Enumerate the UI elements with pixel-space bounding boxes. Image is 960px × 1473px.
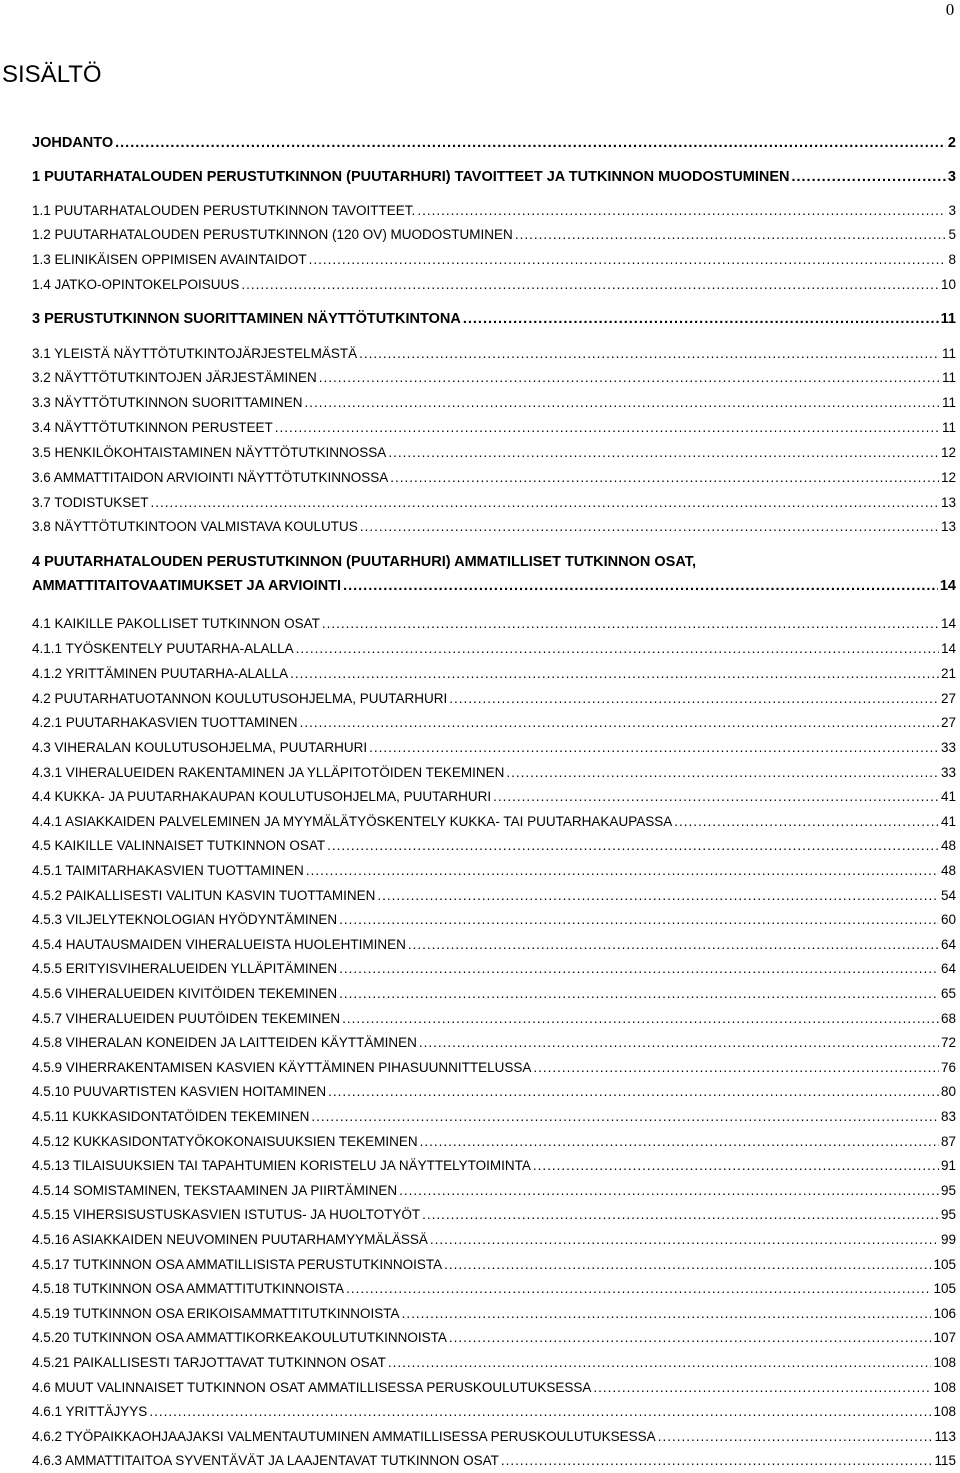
- toc-entry-label: 3.4 NÄYTTÖTUTKINNON PERUSTEET: [32, 420, 273, 435]
- toc-entry-label: 4 PUUTARHATALOUDEN PERUSTUTKINNON (PUUTARHURI) AMMATILLISET TUTKINNON OSAT,: [32, 554, 697, 570]
- toc-entry[interactable]: [0, 785, 960, 809]
- toc-entry-page: 60: [940, 912, 956, 927]
- toc-entry[interactable]: [0, 810, 960, 834]
- toc-entry-page: 14: [940, 616, 956, 631]
- toc-leader-dots: [369, 736, 939, 760]
- toc-entry[interactable]: [0, 1351, 960, 1375]
- toc-leader-dots: [501, 1449, 933, 1473]
- toc-entry-page: 72: [940, 1035, 956, 1050]
- toc-leader-dots: [328, 1080, 939, 1104]
- toc-entry-label-continued: AMMATTITAITOVAATIMUKSET JA ARVIOINTI: [32, 578, 342, 594]
- toc-entry-page: 106: [933, 1306, 956, 1321]
- toc-entry-label: 4.3 VIHERALAN KOULUTUSOHJELMA, PUUTARHURI: [32, 740, 368, 755]
- toc-entry-label: 4.5.17 TUTKINNON OSA AMMATILLISISTA PERUSTUTKINNOISTA: [32, 1257, 443, 1272]
- toc-entry-page: 14: [940, 641, 956, 656]
- toc-leader-dots: [444, 1253, 931, 1277]
- toc-entry-label: 1.2 PUUTARHATALOUDEN PERUSTUTKINNON (120 OV) MUODOSTUMINEN: [32, 227, 513, 242]
- toc-entry[interactable]: [0, 1376, 960, 1400]
- toc-entry[interactable]: [0, 441, 960, 465]
- toc-entry-label: 4.6.2 TYÖPAIKKAOHJAAJAKSI VALMENTAUTUMINEN AMMATILLISESSA PERUSKOULUTUKSESSA: [32, 1429, 656, 1444]
- toc-leader-dots: [493, 785, 939, 809]
- toc-entry[interactable]: [0, 711, 960, 735]
- toc-entry-page: 48: [940, 863, 956, 878]
- toc-entry-page: 87: [940, 1134, 956, 1149]
- toc-entry[interactable]: [0, 550, 960, 594]
- toc-entry-label: 3.1 YLEISTÄ NÄYTTÖTUTKINTOJÄRJESTELMÄSTÄ: [32, 346, 358, 361]
- toc-entry-page: 12: [940, 470, 956, 485]
- toc-entry-label: 4.1.1 TYÖSKENTELY PUUTARHA-ALALLA: [32, 641, 294, 656]
- toc-leader-dots: [241, 273, 939, 297]
- toc-entry[interactable]: [0, 1154, 960, 1178]
- toc-leader-dots: [417, 199, 946, 223]
- toc-entry-label: 3 PERUSTUTKINNON SUORITTAMINEN NÄYTTÖTUTKINTONA: [32, 311, 461, 327]
- toc-entry[interactable]: [0, 1425, 960, 1449]
- toc-leader-dots: [399, 1179, 939, 1203]
- toc-leader-dots: [420, 1130, 939, 1154]
- toc-leader-dots: [377, 884, 939, 908]
- toc-entry-label: 4.6.1 YRITTÄJYYS: [32, 1404, 148, 1419]
- toc-entry-page: 27: [940, 691, 956, 706]
- toc-leader-dots: [319, 366, 940, 390]
- toc-entry-label: 4.5.1 TAIMITARHAKASVIEN TUOTTAMINEN: [32, 863, 304, 878]
- toc-entry-page: 41: [940, 814, 956, 829]
- toc-leader-dots: [290, 662, 939, 686]
- toc-entry-page: 64: [940, 961, 956, 976]
- toc-entry-label: 4.5.18 TUTKINNON OSA AMMATTITUTKINNOISTA: [32, 1281, 345, 1296]
- toc-leader-dots: [533, 1056, 939, 1080]
- toc-entry[interactable]: [0, 1449, 960, 1473]
- toc-leader-dots: [463, 307, 939, 331]
- toc-leader-dots: [343, 574, 938, 598]
- toc-entry-page: 11: [941, 420, 956, 435]
- toc-entry-label: 4.5.19 TUTKINNON OSA ERIKOISAMMATTITUTKINNOISTA: [32, 1306, 400, 1321]
- toc-leader-dots: [151, 491, 939, 515]
- toc-leader-dots: [149, 1400, 931, 1424]
- toc-entry-page: 99: [940, 1232, 956, 1247]
- toc-entry-page: 68: [940, 1011, 956, 1026]
- toc-entry-label: 4.5.9 VIHERRAKENTAMISEN KASVIEN KÄYTTÄMINEN PIHASUUNNITTELUSSA: [32, 1060, 532, 1075]
- toc-entry-page: 113: [934, 1429, 956, 1444]
- toc-entry-label: 4.5.16 ASIAKKAIDEN NEUVOMINEN PUUTARHAMYYMÄLÄSSÄ: [32, 1232, 428, 1247]
- toc-entry[interactable]: [0, 515, 960, 539]
- toc-entry[interactable]: [0, 307, 960, 331]
- toc-entry[interactable]: [0, 248, 960, 272]
- toc-entry-page: 105: [933, 1257, 956, 1272]
- toc-leader-dots: [342, 1007, 939, 1031]
- toc-entry-page: 105: [933, 1281, 956, 1296]
- toc-leader-dots: [388, 1351, 932, 1375]
- toc-entry-page: 12: [940, 445, 956, 460]
- toc-leader-dots: [449, 687, 939, 711]
- toc-entry-label: 4.5.10 PUUVARTISTEN KASVIEN HOITAMINEN: [32, 1084, 327, 1099]
- toc-leader-dots: [390, 466, 939, 490]
- toc-entry-label: 3.6 AMMATTITAIDON ARVIOINTI NÄYTTÖTUTKINNOSSA: [32, 470, 389, 485]
- toc-entry-page: 5: [948, 227, 956, 242]
- toc-entry[interactable]: [0, 491, 960, 515]
- toc-entry-page: 10: [940, 277, 956, 292]
- toc-entry-page: 107: [933, 1330, 956, 1345]
- toc-entry-page: 11: [940, 311, 956, 327]
- toc-leader-dots: [533, 1154, 939, 1178]
- toc-entry-label: 4.6 MUUT VALINNAISET TUTKINNON OSAT AMMATILLISESSA PERUSKOULUTUKSESSA: [32, 1380, 592, 1395]
- toc-entry-page: 11: [941, 370, 956, 385]
- toc-entry-page: 115: [934, 1453, 956, 1468]
- toc-leader-dots: [339, 957, 939, 981]
- toc-entry[interactable]: [0, 834, 960, 858]
- toc-entry-page: 95: [940, 1207, 956, 1222]
- toc-entry[interactable]: [0, 1007, 960, 1031]
- toc-entry-label: 4.5.20 TUTKINNON OSA AMMATTIKORKEAKOULUTUTKINNOISTA: [32, 1330, 447, 1345]
- page-number: 0: [945, 0, 955, 19]
- toc-entry-label: 4.1.2 YRITTÄMINEN PUUTARHA-ALALLA: [32, 666, 289, 681]
- toc-entry-page: 108: [933, 1404, 956, 1419]
- toc-entry-page: 2: [947, 135, 956, 151]
- toc-entry[interactable]: [0, 273, 960, 297]
- toc-entry[interactable]: [0, 1031, 960, 1055]
- toc-entry[interactable]: [0, 1400, 960, 1424]
- toc-entry[interactable]: [0, 1179, 960, 1203]
- toc-entry-page: 21: [940, 666, 956, 681]
- toc-entry[interactable]: [0, 466, 960, 490]
- toc-entry-label: 4.2.1 PUUTARHAKASVIEN TUOTTAMINEN: [32, 715, 298, 730]
- toc-entry-label: 1.3 ELINIKÄISEN OPPIMISEN AVAINTAIDOT: [32, 252, 307, 267]
- toc-entry-label: 4.5.2 PAIKALLISESTI VALITUN KASVIN TUOTTAMINEN: [32, 888, 376, 903]
- toc-leader-dots: [419, 1031, 939, 1055]
- toc-entry-label: JOHDANTO: [32, 135, 114, 151]
- toc-entry[interactable]: [0, 884, 960, 908]
- toc-leader-dots: [408, 933, 939, 957]
- toc-leader-dots: [275, 416, 940, 440]
- toc-leader-dots: [388, 441, 939, 465]
- toc-leader-dots: [311, 1105, 939, 1129]
- toc-leader-dots: [506, 761, 939, 785]
- toc-entry[interactable]: [0, 1302, 960, 1326]
- toc-entry-label: 3.7 TODISTUKSET: [32, 495, 149, 510]
- toc-entry-label: 4.4 KUKKA- JA PUUTARHAKAUPAN KOULUTUSOHJELMA, PUUTARHURI: [32, 789, 492, 804]
- toc-entry-label: 4.5.14 SOMISTAMINEN, TEKSTAAMINEN JA PIIRTÄMINEN: [32, 1183, 398, 1198]
- toc-entry[interactable]: [0, 761, 960, 785]
- toc-entry[interactable]: [0, 1228, 960, 1252]
- toc-entry-label: 4.5.12 KUKKASIDONTATYÖKOKONAISUUKSIEN TEKEMINEN: [32, 1134, 418, 1149]
- toc-entry-page: 11: [941, 346, 956, 361]
- toc-entry-label: 1.1 PUUTARHATALOUDEN PERUSTUTKINNON TAVOITTEET.: [32, 203, 416, 218]
- toc-leader-dots: [515, 223, 947, 247]
- toc-entry-label: 1 PUUTARHATALOUDEN PERUSTUTKINNON (PUUTARHURI) TAVOITTEET JA TUTKINNON MUODOSTUMINEN: [32, 169, 790, 185]
- toc-entry[interactable]: [0, 612, 960, 636]
- toc-leader-dots: [658, 1425, 933, 1449]
- toc-leader-dots: [430, 1228, 939, 1252]
- toc-entry-page: 27: [940, 715, 956, 730]
- toc-leader-dots: [359, 342, 940, 366]
- toc-entry-page: 3: [947, 169, 956, 185]
- toc-leader-dots: [360, 515, 939, 539]
- toc-entry-page: 54: [940, 888, 956, 903]
- toc-entry-label: 4.4.1 ASIAKKAIDEN PALVELEMINEN JA MYYMÄLÄTYÖSKENTELY KUKKA- TAI PUUTARHAKAUPASSA: [32, 814, 673, 829]
- toc-entry-page: 48: [940, 838, 956, 853]
- toc-entry[interactable]: [0, 131, 960, 155]
- toc-entry-label: 3.8 NÄYTTÖTUTKINTOON VALMISTAVA KOULUTUS: [32, 519, 358, 534]
- toc-leader-dots: [422, 1203, 939, 1227]
- toc-entry-label: 4.5.7 VIHERALUEIDEN PUUTÖIDEN TEKEMINEN: [32, 1011, 341, 1026]
- toc-entry-label: 4.5.15 VIHERSISUSTUSKASVIEN ISTUTUS- JA HUOLTOTYÖT: [32, 1207, 421, 1222]
- toc-entry-label: 4.1 KAIKILLE PAKOLLISET TUTKINNON OSAT: [32, 616, 320, 631]
- toc-entry-label: 4.3.1 VIHERALUEIDEN RAKENTAMINEN JA YLLÄPITOTÖIDEN TEKEMINEN: [32, 765, 505, 780]
- toc-leader-dots: [674, 810, 939, 834]
- toc-leader-dots: [339, 982, 939, 1006]
- toc-entry[interactable]: [0, 416, 960, 440]
- toc-entry-label: 4.5.3 VILJELYTEKNOLOGIAN HYÖDYNTÄMINEN: [32, 912, 338, 927]
- toc-entry-page: 65: [940, 986, 956, 1001]
- toc-leader-dots: [115, 131, 946, 155]
- toc-entry-label: 4.5.4 HAUTAUSMAIDEN VIHERALUEISTA HUOLEHTIMINEN: [32, 937, 406, 952]
- toc-entry[interactable]: [0, 736, 960, 760]
- toc-leader-dots: [791, 165, 945, 189]
- toc-entry-page: 83: [940, 1109, 956, 1124]
- toc-entry[interactable]: [0, 687, 960, 711]
- toc-leader-dots: [306, 859, 939, 883]
- toc-entry-label: 4.5.6 VIHERALUEIDEN KIVITÖIDEN TEKEMINEN: [32, 986, 338, 1001]
- toc-leader-dots: [402, 1302, 932, 1326]
- toc-entry-page: 13: [940, 519, 956, 534]
- toc-entry-label: 3.2 NÄYTTÖTUTKINTOJEN JÄRJESTÄMINEN: [32, 370, 317, 385]
- toc-leader-dots: [339, 908, 939, 932]
- toc-entry-label: 4.5.21 PAIKALLISESTI TARJOTTAVAT TUTKINNON OSAT: [32, 1355, 386, 1370]
- toc-entry[interactable]: [0, 1080, 960, 1104]
- toc-entry-label: 3.5 HENKILÖKOHTAISTAMINEN NÄYTTÖTUTKINNOSSA: [32, 445, 387, 460]
- toc-entry-label: 3.3 NÄYTTÖTUTKINNON SUORITTAMINEN: [32, 395, 303, 410]
- toc-entry-page: 13: [940, 495, 956, 510]
- toc-entry-page: 11: [941, 395, 956, 410]
- toc-entry-page: 108: [933, 1380, 956, 1395]
- toc-leader-dots: [449, 1326, 932, 1350]
- toc-entry[interactable]: [0, 1326, 960, 1350]
- toc-entry[interactable]: [0, 908, 960, 932]
- toc-entry[interactable]: [0, 662, 960, 686]
- toc-entry[interactable]: [0, 982, 960, 1006]
- toc-entry-page: 95: [940, 1183, 956, 1198]
- toc-entry-page: 64: [940, 937, 956, 952]
- toc-entry-label: 4.2 PUUTARHATUOTANNON KOULUTUSOHJELMA, PUUTARHURI: [32, 691, 448, 706]
- toc-entry-label: 4.5.11 KUKKASIDONTATÖIDEN TEKEMINEN: [32, 1109, 310, 1124]
- toc-leader-dots: [593, 1376, 931, 1400]
- toc-entry[interactable]: [0, 391, 960, 415]
- toc-entry[interactable]: [0, 199, 960, 223]
- toc-entry-label: 4.6.3 AMMATTITAITOA SYVENTÄVÄT JA LAAJENTAVAT TUTKINNON OSAT: [32, 1453, 499, 1468]
- toc-entry[interactable]: [0, 1203, 960, 1227]
- toc-entry-label: 4.5.8 VIHERALAN KONEIDEN JA LAITTEIDEN KÄYTTÄMINEN: [32, 1035, 417, 1050]
- toc-entry-page: 91: [940, 1158, 956, 1173]
- toc-entry[interactable]: [0, 957, 960, 981]
- toc-entry[interactable]: [0, 1105, 960, 1129]
- toc-entry-page: 76: [940, 1060, 956, 1075]
- toc-entry[interactable]: [0, 366, 960, 390]
- toc-entry[interactable]: [0, 933, 960, 957]
- toc-entry-page: 3: [948, 203, 956, 218]
- toc-entry[interactable]: [0, 1056, 960, 1080]
- toc-entry[interactable]: [0, 859, 960, 883]
- toc-entry-label: 1.4 JATKO-OPINTOKELPOISUUS: [32, 277, 240, 292]
- toc-leader-dots: [300, 711, 939, 735]
- toc-entry-page: 80: [940, 1084, 956, 1099]
- toc-entry-page: 41: [940, 789, 956, 804]
- toc-entry[interactable]: [0, 165, 960, 189]
- toc-leader-dots: [327, 834, 939, 858]
- toc-entry[interactable]: [0, 1253, 960, 1277]
- toc-entry-label: 4.5.13 TILAISUUKSIEN TAI TAPAHTUMIEN KORISTELU JA NÄYTTELYTOIMINTA: [32, 1158, 531, 1173]
- toc-entry-label: 4.5 KAIKILLE VALINNAISET TUTKINNON OSAT: [32, 838, 326, 853]
- toc-entry[interactable]: [0, 223, 960, 247]
- page-title: SISÄLTÖ: [2, 61, 102, 88]
- toc-leader-dots: [305, 391, 940, 415]
- toc-entry-label: 4.5.5 ERITYISVIHERALUEIDEN YLLÄPITÄMINEN: [32, 961, 338, 976]
- toc-entry[interactable]: [0, 1130, 960, 1154]
- toc-entry-page: 108: [933, 1355, 956, 1370]
- toc-leader-dots: [296, 637, 939, 661]
- toc-leader-dots: [309, 248, 947, 272]
- toc-leader-dots: [346, 1277, 931, 1301]
- toc-leader-dots: [322, 612, 939, 636]
- toc-entry[interactable]: [0, 342, 960, 366]
- toc-entry-page: 14: [939, 578, 956, 594]
- toc-entry[interactable]: [0, 637, 960, 661]
- toc-entry[interactable]: [0, 1277, 960, 1301]
- toc-entry-page: 33: [940, 765, 956, 780]
- toc-entry-page: 33: [940, 740, 956, 755]
- toc-entry-page: 8: [948, 252, 956, 267]
